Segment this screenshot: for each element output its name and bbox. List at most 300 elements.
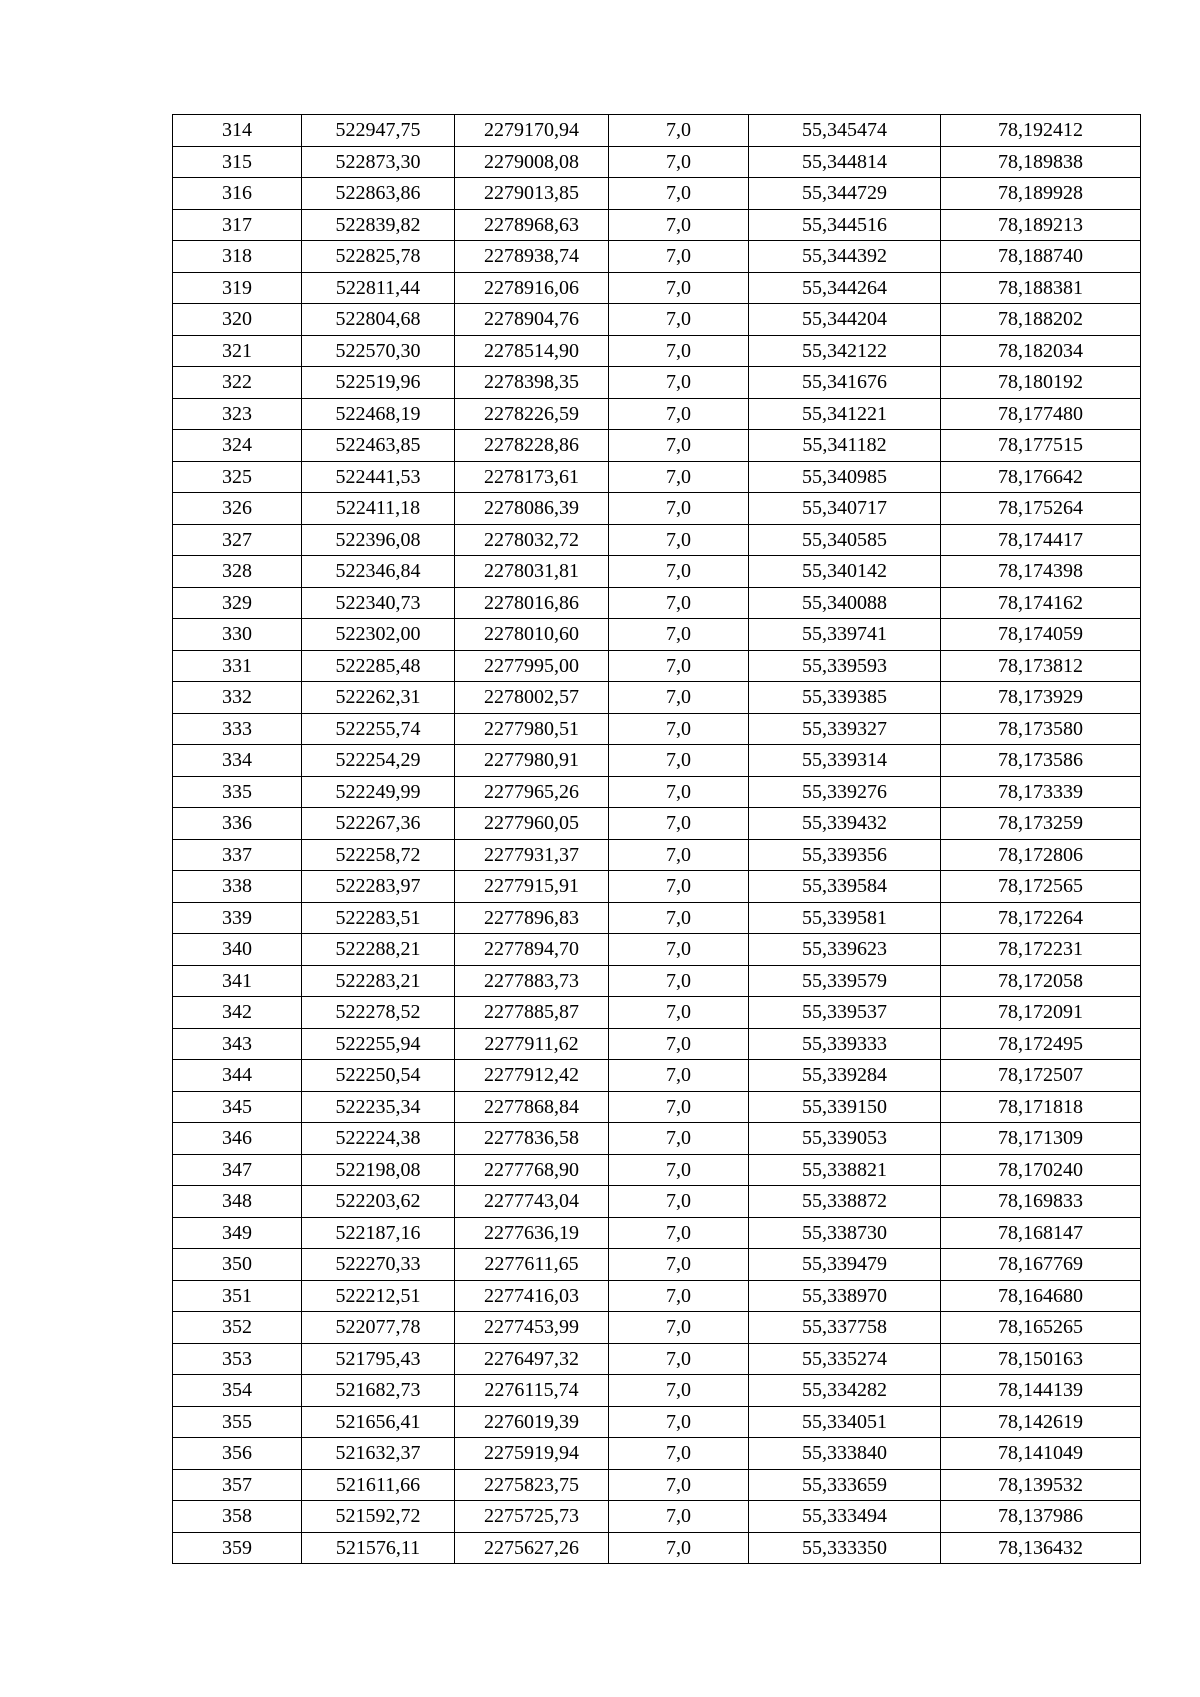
table-row — [173, 776, 1141, 808]
latitude-cell: 55,333350 — [749, 1532, 941, 1564]
x-coordinate-cell: 522346,84 — [302, 556, 455, 588]
table-row — [173, 619, 1141, 651]
accuracy-cell: 7,0 — [609, 1123, 749, 1155]
longitude-cell: 78,169833 — [941, 1186, 1141, 1218]
y-coordinate-cell: 2279008,08 — [455, 146, 609, 178]
y-coordinate-cell: 2279170,94 — [455, 115, 609, 147]
table-row — [173, 461, 1141, 493]
longitude-cell: 78,192412 — [941, 115, 1141, 147]
longitude-cell: 78,167769 — [941, 1249, 1141, 1281]
point-number-cell: 341 — [173, 965, 302, 997]
point-number-cell: 340 — [173, 934, 302, 966]
x-coordinate-cell: 522285,48 — [302, 650, 455, 682]
point-number-cell: 351 — [173, 1280, 302, 1312]
table-row — [173, 1060, 1141, 1092]
point-number-cell: 348 — [173, 1186, 302, 1218]
coordinates-table — [172, 114, 1141, 1564]
point-number-cell: 359 — [173, 1532, 302, 1564]
table-row — [173, 272, 1141, 304]
y-coordinate-cell: 2278086,39 — [455, 493, 609, 525]
latitude-cell: 55,340717 — [749, 493, 941, 525]
x-coordinate-cell: 522468,19 — [302, 398, 455, 430]
accuracy-cell: 7,0 — [609, 1501, 749, 1533]
y-coordinate-cell: 2278938,74 — [455, 241, 609, 273]
longitude-cell: 78,180192 — [941, 367, 1141, 399]
latitude-cell: 55,337758 — [749, 1312, 941, 1344]
longitude-cell: 78,188381 — [941, 272, 1141, 304]
longitude-cell: 78,189838 — [941, 146, 1141, 178]
x-coordinate-cell: 521632,37 — [302, 1438, 455, 1470]
y-coordinate-cell: 2276115,74 — [455, 1375, 609, 1407]
longitude-cell: 78,174398 — [941, 556, 1141, 588]
latitude-cell: 55,344729 — [749, 178, 941, 210]
y-coordinate-cell: 2278916,06 — [455, 272, 609, 304]
latitude-cell: 55,339479 — [749, 1249, 941, 1281]
x-coordinate-cell: 522258,72 — [302, 839, 455, 871]
point-number-cell: 335 — [173, 776, 302, 808]
accuracy-cell: 7,0 — [609, 776, 749, 808]
x-coordinate-cell: 522187,16 — [302, 1217, 455, 1249]
latitude-cell: 55,339385 — [749, 682, 941, 714]
table-row — [173, 1280, 1141, 1312]
latitude-cell: 55,344264 — [749, 272, 941, 304]
point-number-cell: 315 — [173, 146, 302, 178]
longitude-cell: 78,174162 — [941, 587, 1141, 619]
latitude-cell: 55,344516 — [749, 209, 941, 241]
latitude-cell: 55,341182 — [749, 430, 941, 462]
latitude-cell: 55,339584 — [749, 871, 941, 903]
point-number-cell: 358 — [173, 1501, 302, 1533]
x-coordinate-cell: 521611,66 — [302, 1469, 455, 1501]
table-row — [173, 682, 1141, 714]
x-coordinate-cell: 522863,86 — [302, 178, 455, 210]
x-coordinate-cell: 522441,53 — [302, 461, 455, 493]
longitude-cell: 78,173259 — [941, 808, 1141, 840]
longitude-cell: 78,188202 — [941, 304, 1141, 336]
x-coordinate-cell: 522570,30 — [302, 335, 455, 367]
table-row — [173, 1438, 1141, 1470]
point-number-cell: 318 — [173, 241, 302, 273]
x-coordinate-cell: 522283,51 — [302, 902, 455, 934]
x-coordinate-cell: 522283,97 — [302, 871, 455, 903]
x-coordinate-cell: 522825,78 — [302, 241, 455, 273]
latitude-cell: 55,334051 — [749, 1406, 941, 1438]
point-number-cell: 339 — [173, 902, 302, 934]
latitude-cell: 55,339150 — [749, 1091, 941, 1123]
y-coordinate-cell: 2278398,35 — [455, 367, 609, 399]
table-row — [173, 398, 1141, 430]
table-row — [173, 1375, 1141, 1407]
table-row — [173, 587, 1141, 619]
longitude-cell: 78,189928 — [941, 178, 1141, 210]
accuracy-cell: 7,0 — [609, 367, 749, 399]
accuracy-cell: 7,0 — [609, 146, 749, 178]
y-coordinate-cell: 2277931,37 — [455, 839, 609, 871]
longitude-cell: 78,173339 — [941, 776, 1141, 808]
y-coordinate-cell: 2277980,51 — [455, 713, 609, 745]
accuracy-cell: 7,0 — [609, 934, 749, 966]
point-number-cell: 328 — [173, 556, 302, 588]
x-coordinate-cell: 522254,29 — [302, 745, 455, 777]
latitude-cell: 55,341221 — [749, 398, 941, 430]
latitude-cell: 55,339276 — [749, 776, 941, 808]
y-coordinate-cell: 2278226,59 — [455, 398, 609, 430]
y-coordinate-cell: 2275725,73 — [455, 1501, 609, 1533]
point-number-cell: 333 — [173, 713, 302, 745]
longitude-cell: 78,168147 — [941, 1217, 1141, 1249]
table-row — [173, 1312, 1141, 1344]
accuracy-cell: 7,0 — [609, 650, 749, 682]
latitude-cell: 55,345474 — [749, 115, 941, 147]
longitude-cell: 78,189213 — [941, 209, 1141, 241]
point-number-cell: 352 — [173, 1312, 302, 1344]
x-coordinate-cell: 522463,85 — [302, 430, 455, 462]
latitude-cell: 55,342122 — [749, 335, 941, 367]
table-row — [173, 493, 1141, 525]
latitude-cell: 55,339537 — [749, 997, 941, 1029]
x-coordinate-cell: 522212,51 — [302, 1280, 455, 1312]
accuracy-cell: 7,0 — [609, 839, 749, 871]
y-coordinate-cell: 2278002,57 — [455, 682, 609, 714]
longitude-cell: 78,173580 — [941, 713, 1141, 745]
accuracy-cell: 7,0 — [609, 241, 749, 273]
y-coordinate-cell: 2277768,90 — [455, 1154, 609, 1186]
accuracy-cell: 7,0 — [609, 178, 749, 210]
x-coordinate-cell: 522519,96 — [302, 367, 455, 399]
y-coordinate-cell: 2276019,39 — [455, 1406, 609, 1438]
accuracy-cell: 7,0 — [609, 997, 749, 1029]
point-number-cell: 353 — [173, 1343, 302, 1375]
x-coordinate-cell: 522340,73 — [302, 587, 455, 619]
latitude-cell: 55,339053 — [749, 1123, 941, 1155]
x-coordinate-cell: 522249,99 — [302, 776, 455, 808]
latitude-cell: 55,340985 — [749, 461, 941, 493]
y-coordinate-cell: 2278904,76 — [455, 304, 609, 336]
x-coordinate-cell: 522198,08 — [302, 1154, 455, 1186]
point-number-cell: 330 — [173, 619, 302, 651]
accuracy-cell: 7,0 — [609, 902, 749, 934]
table-row — [173, 1123, 1141, 1155]
longitude-cell: 78,172058 — [941, 965, 1141, 997]
y-coordinate-cell: 2277836,58 — [455, 1123, 609, 1155]
longitude-cell: 78,142619 — [941, 1406, 1141, 1438]
accuracy-cell: 7,0 — [609, 1438, 749, 1470]
longitude-cell: 78,177515 — [941, 430, 1141, 462]
table-row — [173, 902, 1141, 934]
longitude-cell: 78,182034 — [941, 335, 1141, 367]
table-row — [173, 209, 1141, 241]
longitude-cell: 78,139532 — [941, 1469, 1141, 1501]
point-number-cell: 356 — [173, 1438, 302, 1470]
latitude-cell: 55,333659 — [749, 1469, 941, 1501]
longitude-cell: 78,177480 — [941, 398, 1141, 430]
point-number-cell: 321 — [173, 335, 302, 367]
y-coordinate-cell: 2279013,85 — [455, 178, 609, 210]
table-row — [173, 430, 1141, 462]
latitude-cell: 55,333494 — [749, 1501, 941, 1533]
point-number-cell: 357 — [173, 1469, 302, 1501]
x-coordinate-cell: 522255,94 — [302, 1028, 455, 1060]
point-number-cell: 336 — [173, 808, 302, 840]
latitude-cell: 55,339623 — [749, 934, 941, 966]
accuracy-cell: 7,0 — [609, 398, 749, 430]
longitude-cell: 78,173586 — [941, 745, 1141, 777]
x-coordinate-cell: 522839,82 — [302, 209, 455, 241]
y-coordinate-cell: 2278514,90 — [455, 335, 609, 367]
y-coordinate-cell: 2278173,61 — [455, 461, 609, 493]
accuracy-cell: 7,0 — [609, 1343, 749, 1375]
table-row — [173, 1501, 1141, 1533]
y-coordinate-cell: 2277911,62 — [455, 1028, 609, 1060]
table-row — [173, 1217, 1141, 1249]
table-row — [173, 839, 1141, 871]
table-row — [173, 556, 1141, 588]
accuracy-cell: 7,0 — [609, 115, 749, 147]
y-coordinate-cell: 2277868,84 — [455, 1091, 609, 1123]
accuracy-cell: 7,0 — [609, 619, 749, 651]
accuracy-cell: 7,0 — [609, 745, 749, 777]
point-number-cell: 325 — [173, 461, 302, 493]
y-coordinate-cell: 2278031,81 — [455, 556, 609, 588]
table-row — [173, 524, 1141, 556]
accuracy-cell: 7,0 — [609, 871, 749, 903]
x-coordinate-cell: 522250,54 — [302, 1060, 455, 1092]
table-row — [173, 335, 1141, 367]
y-coordinate-cell: 2277883,73 — [455, 965, 609, 997]
latitude-cell: 55,339741 — [749, 619, 941, 651]
accuracy-cell: 7,0 — [609, 430, 749, 462]
point-number-cell: 327 — [173, 524, 302, 556]
y-coordinate-cell: 2275919,94 — [455, 1438, 609, 1470]
longitude-cell: 78,172507 — [941, 1060, 1141, 1092]
point-number-cell: 342 — [173, 997, 302, 1029]
longitude-cell: 78,171818 — [941, 1091, 1141, 1123]
x-coordinate-cell: 522270,33 — [302, 1249, 455, 1281]
x-coordinate-cell: 522947,75 — [302, 115, 455, 147]
table-row — [173, 241, 1141, 273]
y-coordinate-cell: 2277965,26 — [455, 776, 609, 808]
accuracy-cell: 7,0 — [609, 461, 749, 493]
point-number-cell: 332 — [173, 682, 302, 714]
table-row — [173, 1532, 1141, 1564]
table-row — [173, 304, 1141, 336]
longitude-cell: 78,172264 — [941, 902, 1141, 934]
x-coordinate-cell: 522396,08 — [302, 524, 455, 556]
latitude-cell: 55,344204 — [749, 304, 941, 336]
longitude-cell: 78,174417 — [941, 524, 1141, 556]
y-coordinate-cell: 2277453,99 — [455, 1312, 609, 1344]
x-coordinate-cell: 521795,43 — [302, 1343, 455, 1375]
point-number-cell: 338 — [173, 871, 302, 903]
x-coordinate-cell: 521576,11 — [302, 1532, 455, 1564]
accuracy-cell: 7,0 — [609, 1186, 749, 1218]
y-coordinate-cell: 2277980,91 — [455, 745, 609, 777]
accuracy-cell: 7,0 — [609, 556, 749, 588]
latitude-cell: 55,340142 — [749, 556, 941, 588]
table-row — [173, 650, 1141, 682]
y-coordinate-cell: 2277743,04 — [455, 1186, 609, 1218]
accuracy-cell: 7,0 — [609, 1060, 749, 1092]
latitude-cell: 55,338872 — [749, 1186, 941, 1218]
latitude-cell: 55,335274 — [749, 1343, 941, 1375]
latitude-cell: 55,338730 — [749, 1217, 941, 1249]
point-number-cell: 344 — [173, 1060, 302, 1092]
y-coordinate-cell: 2277416,03 — [455, 1280, 609, 1312]
x-coordinate-cell: 522235,34 — [302, 1091, 455, 1123]
table-row — [173, 367, 1141, 399]
point-number-cell: 347 — [173, 1154, 302, 1186]
y-coordinate-cell: 2277912,42 — [455, 1060, 609, 1092]
table-row — [173, 1343, 1141, 1375]
accuracy-cell: 7,0 — [609, 272, 749, 304]
latitude-cell: 55,338970 — [749, 1280, 941, 1312]
x-coordinate-cell: 522077,78 — [302, 1312, 455, 1344]
accuracy-cell: 7,0 — [609, 965, 749, 997]
x-coordinate-cell: 522302,00 — [302, 619, 455, 651]
point-number-cell: 355 — [173, 1406, 302, 1438]
x-coordinate-cell: 522203,62 — [302, 1186, 455, 1218]
table-row — [173, 965, 1141, 997]
longitude-cell: 78,137986 — [941, 1501, 1141, 1533]
accuracy-cell: 7,0 — [609, 1028, 749, 1060]
latitude-cell: 55,340585 — [749, 524, 941, 556]
longitude-cell: 78,174059 — [941, 619, 1141, 651]
latitude-cell: 55,339593 — [749, 650, 941, 682]
point-number-cell: 350 — [173, 1249, 302, 1281]
table-row — [173, 146, 1141, 178]
accuracy-cell: 7,0 — [609, 808, 749, 840]
x-coordinate-cell: 521592,72 — [302, 1501, 455, 1533]
point-number-cell: 317 — [173, 209, 302, 241]
latitude-cell: 55,339432 — [749, 808, 941, 840]
latitude-cell: 55,339356 — [749, 839, 941, 871]
point-number-cell: 329 — [173, 587, 302, 619]
y-coordinate-cell: 2277995,00 — [455, 650, 609, 682]
accuracy-cell: 7,0 — [609, 304, 749, 336]
point-number-cell: 354 — [173, 1375, 302, 1407]
longitude-cell: 78,170240 — [941, 1154, 1141, 1186]
accuracy-cell: 7,0 — [609, 1312, 749, 1344]
x-coordinate-cell: 521682,73 — [302, 1375, 455, 1407]
x-coordinate-cell: 522811,44 — [302, 272, 455, 304]
accuracy-cell: 7,0 — [609, 524, 749, 556]
point-number-cell: 343 — [173, 1028, 302, 1060]
longitude-cell: 78,141049 — [941, 1438, 1141, 1470]
longitude-cell: 78,172091 — [941, 997, 1141, 1029]
x-coordinate-cell: 522262,31 — [302, 682, 455, 714]
point-number-cell: 337 — [173, 839, 302, 871]
latitude-cell: 55,338821 — [749, 1154, 941, 1186]
point-number-cell: 331 — [173, 650, 302, 682]
y-coordinate-cell: 2278228,86 — [455, 430, 609, 462]
longitude-cell: 78,164680 — [941, 1280, 1141, 1312]
longitude-cell: 78,175264 — [941, 493, 1141, 525]
longitude-cell: 78,172231 — [941, 934, 1141, 966]
accuracy-cell: 7,0 — [609, 1469, 749, 1501]
table-row — [173, 1091, 1141, 1123]
accuracy-cell: 7,0 — [609, 713, 749, 745]
point-number-cell: 324 — [173, 430, 302, 462]
y-coordinate-cell: 2278016,86 — [455, 587, 609, 619]
x-coordinate-cell: 522283,21 — [302, 965, 455, 997]
longitude-cell: 78,172806 — [941, 839, 1141, 871]
latitude-cell: 55,339327 — [749, 713, 941, 745]
y-coordinate-cell: 2277915,91 — [455, 871, 609, 903]
latitude-cell: 55,344814 — [749, 146, 941, 178]
table-row — [173, 115, 1141, 147]
x-coordinate-cell: 522267,36 — [302, 808, 455, 840]
point-number-cell: 320 — [173, 304, 302, 336]
accuracy-cell: 7,0 — [609, 682, 749, 714]
table-row — [173, 1186, 1141, 1218]
point-number-cell: 346 — [173, 1123, 302, 1155]
latitude-cell: 55,344392 — [749, 241, 941, 273]
table-row — [173, 1028, 1141, 1060]
table-row — [173, 1469, 1141, 1501]
accuracy-cell: 7,0 — [609, 1091, 749, 1123]
x-coordinate-cell: 521656,41 — [302, 1406, 455, 1438]
y-coordinate-cell: 2278968,63 — [455, 209, 609, 241]
latitude-cell: 55,339581 — [749, 902, 941, 934]
latitude-cell: 55,339579 — [749, 965, 941, 997]
longitude-cell: 78,176642 — [941, 461, 1141, 493]
accuracy-cell: 7,0 — [609, 587, 749, 619]
x-coordinate-cell: 522873,30 — [302, 146, 455, 178]
y-coordinate-cell: 2275627,26 — [455, 1532, 609, 1564]
table-row — [173, 178, 1141, 210]
x-coordinate-cell: 522255,74 — [302, 713, 455, 745]
y-coordinate-cell: 2275823,75 — [455, 1469, 609, 1501]
latitude-cell: 55,340088 — [749, 587, 941, 619]
y-coordinate-cell: 2277896,83 — [455, 902, 609, 934]
x-coordinate-cell: 522288,21 — [302, 934, 455, 966]
table-row — [173, 1249, 1141, 1281]
accuracy-cell: 7,0 — [609, 1532, 749, 1564]
point-number-cell: 345 — [173, 1091, 302, 1123]
accuracy-cell: 7,0 — [609, 1154, 749, 1186]
y-coordinate-cell: 2277885,87 — [455, 997, 609, 1029]
latitude-cell: 55,339333 — [749, 1028, 941, 1060]
latitude-cell: 55,339314 — [749, 745, 941, 777]
latitude-cell: 55,334282 — [749, 1375, 941, 1407]
y-coordinate-cell: 2278010,60 — [455, 619, 609, 651]
accuracy-cell: 7,0 — [609, 493, 749, 525]
longitude-cell: 78,172495 — [941, 1028, 1141, 1060]
coordinates-table-body — [173, 115, 1141, 1564]
longitude-cell: 78,173812 — [941, 650, 1141, 682]
y-coordinate-cell: 2277611,65 — [455, 1249, 609, 1281]
y-coordinate-cell: 2277960,05 — [455, 808, 609, 840]
accuracy-cell: 7,0 — [609, 1406, 749, 1438]
latitude-cell: 55,341676 — [749, 367, 941, 399]
accuracy-cell: 7,0 — [609, 1375, 749, 1407]
point-number-cell: 323 — [173, 398, 302, 430]
y-coordinate-cell: 2277636,19 — [455, 1217, 609, 1249]
accuracy-cell: 7,0 — [609, 335, 749, 367]
table-row — [173, 745, 1141, 777]
longitude-cell: 78,165265 — [941, 1312, 1141, 1344]
table-row — [173, 1154, 1141, 1186]
y-coordinate-cell: 2278032,72 — [455, 524, 609, 556]
x-coordinate-cell: 522224,38 — [302, 1123, 455, 1155]
latitude-cell: 55,339284 — [749, 1060, 941, 1092]
longitude-cell: 78,150163 — [941, 1343, 1141, 1375]
point-number-cell: 334 — [173, 745, 302, 777]
table-row — [173, 997, 1141, 1029]
y-coordinate-cell: 2276497,32 — [455, 1343, 609, 1375]
point-number-cell: 314 — [173, 115, 302, 147]
x-coordinate-cell: 522411,18 — [302, 493, 455, 525]
